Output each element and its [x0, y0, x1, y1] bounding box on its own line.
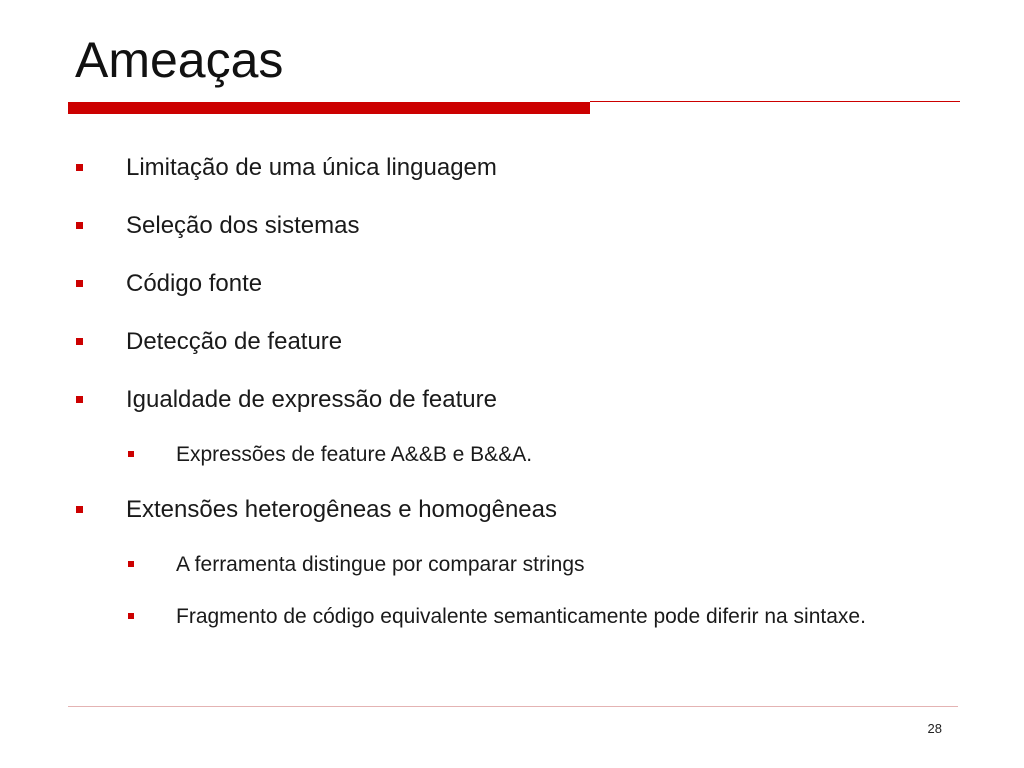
bullet-text: Expressões de feature A&&B e B&&A. [176, 443, 533, 466]
bullet-item-system-selection [126, 211, 359, 241]
bullet-text: Seleção dos sistemas [126, 212, 360, 239]
bullet-text: Detecção de feature [126, 328, 343, 355]
bullet-text: Igualdade de expressão de feature [126, 386, 497, 413]
bullet-item-expression-equality [126, 385, 497, 415]
square-bullet-icon [76, 280, 83, 287]
bullet-text: Código fonte [126, 270, 263, 297]
sub-bullet-item-feature-expressions [176, 432, 946, 478]
square-bullet-icon [128, 561, 134, 567]
square-bullet-icon [76, 338, 83, 345]
square-bullet-icon [128, 451, 134, 457]
square-bullet-icon [76, 396, 83, 403]
footer-divider [68, 706, 958, 707]
sub-bullet-item-code-fragment [176, 594, 946, 640]
square-bullet-icon [76, 164, 83, 171]
bullet-item-language-limitation [126, 153, 497, 183]
bullet-item-heterogeneous-homogeneous [126, 495, 557, 525]
bullet-text: A ferramenta distingue por comparar strings [176, 553, 585, 576]
square-bullet-icon [76, 506, 83, 513]
page-number: 28 [927, 721, 942, 736]
square-bullet-icon [128, 613, 134, 619]
bullet-text: Extensões heterogêneas e homogêneas [126, 496, 557, 523]
bullet-item-feature-detection [126, 327, 342, 357]
square-bullet-icon [76, 222, 83, 229]
bullet-text: Fragmento de código equivalente semanticamente pode diferir na sintaxe. [176, 605, 866, 628]
bullet-text: Limitação de uma única linguagem [126, 154, 497, 181]
slide-title: Ameaças [75, 32, 284, 88]
bullet-item-source-code [126, 269, 262, 299]
sub-bullet-item-string-comparison [176, 542, 946, 588]
